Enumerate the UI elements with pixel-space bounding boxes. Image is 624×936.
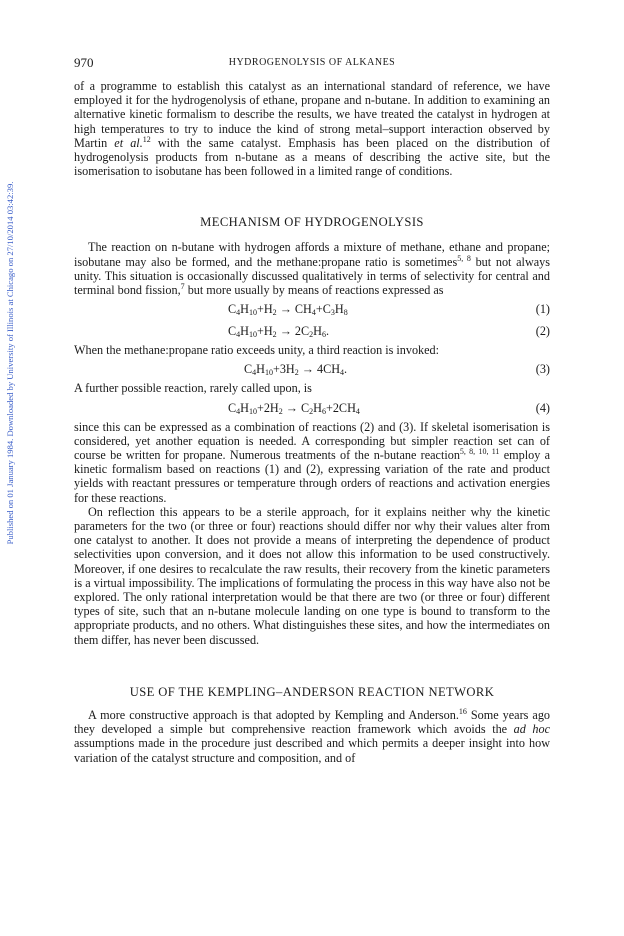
equation-3: $C_4H_{10}+3H_2 \to 4CH_4$. (3) <box>244 362 550 378</box>
equation-number: (4) <box>535 400 550 415</box>
citation: 12 <box>142 134 151 144</box>
equation-number: (1) <box>535 302 550 317</box>
paragraph-mechanism: The reaction on n-butane with hydrogen affords a mixture of methane, ethane and propane; isobutane may also be formed, and the methane:propane ratio is sometimes$^{5, 8}$ but not always unity. This situation is occasionally discussed qualitatively in terms of selectivity for central and terminal bond fission,$^7$ but more usually by means of reactions expressed as <box>74 240 550 298</box>
equation-1: $C_4H_{10}+H_2 \to CH_4+C_3H_8$ (1) <box>228 302 550 318</box>
paragraph-intro: of a programme to establish this catalyst as an international standard of reference, we have employed it for the hydrogenolysis of ethane, propane and n-butane. In addition to examining an alternative kinetic formalism to describe the results, we have treated the catalyst in hydrogen at high temperatures to try to induce the kind of strong metal–support interaction observed by Martin et al.$^{12}$ with the same catalyst. Emphasis has been placed on the distribution of hydrogenolysis products from n-butane as a means of describing the active site, but the isomerisation to isobutane has been followed in a limited range of conditions. <box>74 79 550 179</box>
running-head: HYDROGENOLYSIS OF ALKANES <box>228 57 396 68</box>
equation-number: (2) <box>535 324 550 339</box>
equation-2: $C_4H_{10}+H_2 \to 2C_2H_6$. (2) <box>228 324 550 340</box>
page-header <box>74 55 550 71</box>
citation: 5, 8 <box>457 253 471 263</box>
page-number: 970 <box>74 55 94 70</box>
paragraph-constructive-approach: A more constructive approach is that adopted by Kempling and Anderson.$^{16}$ Some years ago they developed a simple but comprehensive reaction framework which avoids the ad hoc assumptions made in the procedure just described and which permits a deeper insight into how variation of the catalyst structure and composition, and of <box>74 706 551 765</box>
download-watermark <box>2 128 18 598</box>
body-column <box>74 79 550 765</box>
equation-number: (3) <box>535 362 550 377</box>
citation: 16 <box>458 706 467 716</box>
citation: 7 <box>180 282 185 292</box>
paragraph-further-reaction: A further possible reaction, rarely called upon, is <box>74 381 312 396</box>
equation-4: $C_4H_{10}+2H_2 \to C_2H_6+2CH_4$ (4) <box>228 400 550 416</box>
section-heading-mechanism: MECHANISM OF HYDROGENOLYSIS <box>200 215 424 230</box>
citation: 5, 8, 10, 11 <box>459 447 500 457</box>
paragraph-third-reaction: When the methane:propane ratio exceeds unity, a third reaction is invoked: <box>74 343 440 358</box>
paragraph-combination: since this can be expressed as a combination of reactions (2) and (3). If skeletal isomerisation is considered, yet another equation is needed. A corresponding but simpler reaction set can of course be written for propane. Numerous treatments of the n-butane reaction$^{5, 8, 10, 11}$ employ a kinetic formalism based on reactions (1) and (2), expressing variation of the rate and product yields with reactant pressures or temperature through orders of reactions and activation energies for these reactions. <box>74 419 551 505</box>
paragraph-reflection: On reflection this appears to be a sterile approach, for it explains neither why the kinetic parameters for the two (or three or four) reactions should differ nor why their values alter from one catalyst to another. It does not provide a means of interpreting the dependence of product selectivities upon conversion, and it does not allow this information to be used constructively. Moreover, if one desires to recalculate the raw results, their recovery from the kinetic parameters is a virtual impossibility. The implications of formulating the process in this way have also not be explored. The only rational interpretation would be that there are two (or three or four) different types of site, such that an n-butane molecule landing on one type is bound to transform to the appropriate products, and no others. What distinguishes these sites, and how the intermediates on them differ, has never been discussed. <box>74 504 550 647</box>
download-watermark-text: Published on 01 January 1984. Downloaded by University of Illinois at Chicago on 27/10/2014 03:42:39. <box>5 181 15 545</box>
section-heading-kempling-anderson: USE OF THE KEMPLING–ANDERSON REACTION NETWORK <box>129 684 495 699</box>
